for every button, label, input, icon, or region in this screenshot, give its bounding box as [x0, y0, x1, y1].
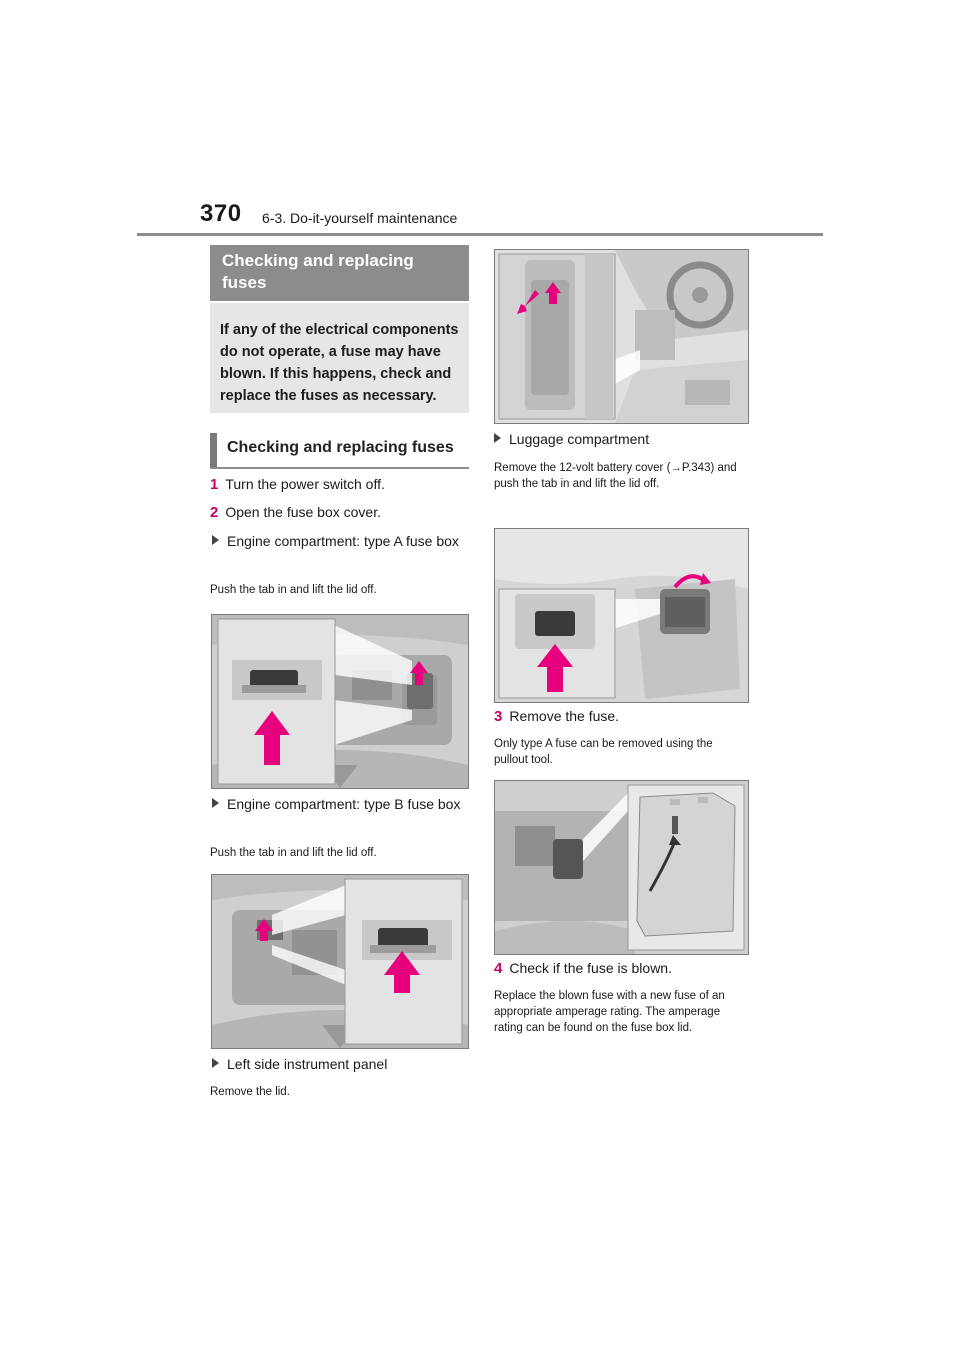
engine-type-b-illustration	[211, 874, 469, 1049]
step-3	[494, 708, 619, 725]
luggage-compartment-illustration	[494, 528, 749, 703]
triangle-bullet-icon	[212, 1058, 219, 1068]
location-engine-type-a	[212, 531, 462, 552]
location-label: Engine compartment: type A fuse box	[227, 533, 459, 549]
triangle-bullet-icon	[494, 433, 501, 443]
location-note: Push the tab in and lift the lid off.	[210, 847, 377, 859]
location-label: Left side instrument panel	[227, 1056, 388, 1072]
location-label: Luggage compartment	[509, 431, 650, 447]
location-luggage-compartment	[494, 429, 649, 450]
remove-note: Only type A fuse can be removed using the pullout tool.	[494, 738, 713, 766]
section-title: 6-3. Do-it-yourself maintenance	[262, 210, 458, 226]
instrument-panel-illustration	[494, 249, 749, 424]
step-1	[210, 476, 385, 493]
intro-text: If any of the electrical components do not operate, a fuse may have blown. If this happens, check and replace the fuses as necessary.	[220, 322, 459, 404]
banner-title: Checking and replacing fuses	[222, 251, 414, 292]
check-note: Replace the blown fuse with a new fuse of an appropriate amperage rating. The amperage rating can be found on the fuse box lid.	[494, 990, 725, 1034]
pullout-tool-illustration	[494, 780, 749, 955]
step-number: 1	[210, 476, 219, 493]
location-note: Remove the 12-volt battery cover (→P.343) and push the tab in and lift the lid off.	[494, 462, 737, 490]
subheading-bar	[210, 433, 217, 467]
header-rule	[137, 233, 823, 236]
location-note: Push the tab in and lift the lid off.	[210, 584, 377, 596]
step-text: Remove the fuse.	[509, 708, 620, 724]
step-number: 3	[494, 708, 503, 725]
step-4	[494, 960, 672, 977]
step-text: Check if the fuse is blown.	[509, 960, 672, 976]
page-number: 370	[200, 200, 242, 227]
triangle-bullet-icon	[212, 535, 219, 545]
step-text: Turn the power switch off.	[225, 476, 385, 492]
location-left-instrument-panel	[212, 1054, 462, 1075]
subheading-title: Checking and replacing fuses	[227, 439, 454, 456]
subheading	[210, 431, 469, 469]
step-number: 4	[494, 960, 503, 977]
triangle-bullet-icon	[212, 798, 219, 808]
step-text: Open the fuse box cover.	[225, 504, 381, 520]
section-banner	[210, 245, 469, 301]
location-engine-type-b	[212, 794, 462, 815]
location-note: Remove the lid.	[210, 1086, 290, 1098]
engine-type-a-illustration	[211, 614, 469, 789]
step-2	[210, 504, 381, 521]
location-label: Engine compartment: type B fuse box	[227, 796, 461, 812]
step-number: 2	[210, 504, 219, 521]
intro-box	[210, 303, 469, 413]
